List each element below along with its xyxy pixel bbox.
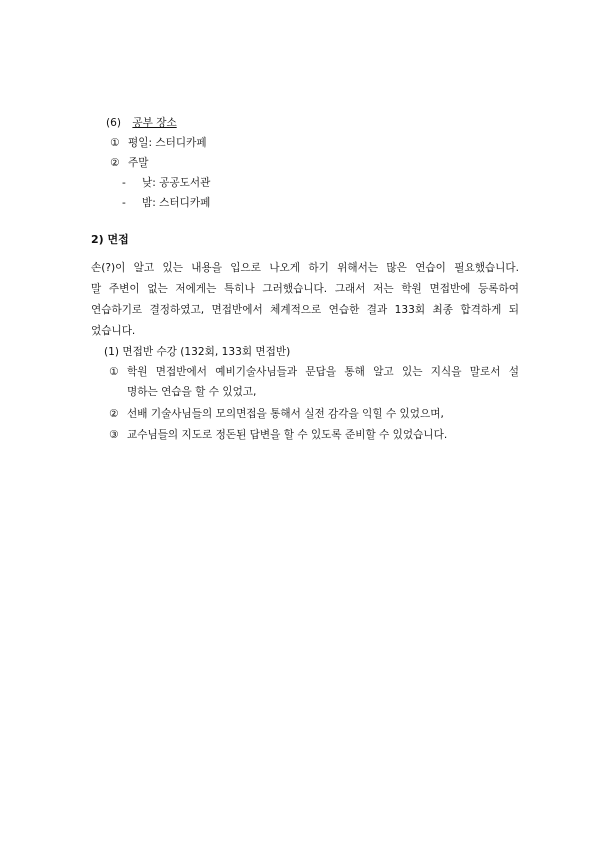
list-item-text: 주말 <box>128 157 149 169</box>
study-place-sub-item <box>122 196 210 210</box>
paragraph-line: 연습하기로 결정하였고, 면접반에서 체계적으로 연습한 결과 133회 최종 합격하게 되 <box>91 304 519 316</box>
paragraph-line: 손(?)이 알고 있는 내용을 입으로 나오게 하기 위해서는 많은 연습이 필요했습니다. <box>91 262 519 274</box>
study-place-sub-item <box>122 176 210 190</box>
dash-marker: - <box>122 177 126 189</box>
list-marker: ① <box>110 137 120 149</box>
class-item-line: 명하는 연습을 할 수 있었고, <box>127 386 257 398</box>
class-item-line: 교수님들의 지도로 정돈된 답변을 할 수 있도록 준비할 수 있었습니다. <box>127 429 448 441</box>
class-item-marker: ③ <box>109 429 119 441</box>
study-place-heading <box>106 116 177 130</box>
list-item-text: 밤: 스터디카페 <box>142 197 211 209</box>
paragraph-line: 었습니다. <box>91 325 136 337</box>
class-item-marker: ② <box>109 408 119 420</box>
section-title: 2) 면접 <box>91 233 129 246</box>
list-item-text: 평일: 스터디카페 <box>128 137 207 149</box>
class-item-line: 학원 면접반에서 예비기술사님들과 문답을 통해 알고 있는 지식을 말로서 설 <box>127 366 519 378</box>
class-item-line: 선배 기술사님들의 모의면접을 통해서 실전 감각을 익힐 수 있었으며, <box>127 408 444 420</box>
study-place-item <box>110 156 148 170</box>
dash-marker: - <box>122 197 126 209</box>
study-place-heading-num: (6) <box>106 117 122 129</box>
list-item-text: 낮: 공공도서관 <box>142 177 211 189</box>
class-heading: (1) 면접반 수강 (132회, 133회 면접반) <box>104 346 291 358</box>
list-marker: ② <box>110 157 120 169</box>
study-place-heading-text: 공부 장소 <box>132 117 177 129</box>
paragraph-line: 말 주변이 없는 저에게는 특히나 그러했습니다. 그래서 저는 학원 면접반에 등록하여 <box>91 283 519 295</box>
interview-paragraph <box>91 258 519 342</box>
study-place-item <box>110 136 207 150</box>
class-item-marker: ① <box>109 366 119 378</box>
